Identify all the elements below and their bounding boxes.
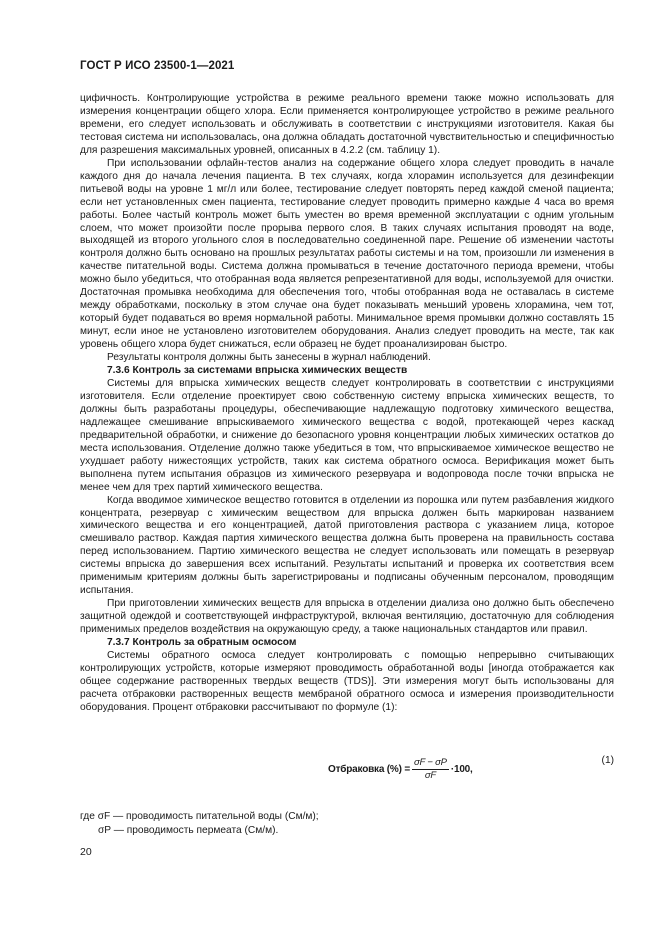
formula-tail: ·100, xyxy=(450,764,473,775)
formula-expression xyxy=(328,757,473,782)
paragraph-offline-tests: При использовании офлайн-тестов анализ на содержание общего хлора следует проводить в начале каждого дня до начала лечения пациента. В тех случаях, когда хлорамин используется для дезинфекции питьевой воды на уровне 1 мг/л или более, тестирование следует повторять перед каждой сменой пациента; если нет установленных смен пациента, тестирование следует проводить примерно каждые 4 часа во время работы. Более частый контроль может быть уместен во время временной эксплуатации с одним угольным слоем, что может произойти после прорыва первого слоя. В таких случаях испытания проводят на воде, выходящей из второго угольного слоя в последовательно соединенной паре. Решение об изменении частоты контроля должно быть основано на прошлых результатах работы системы и на том, произошли ли изменения в качестве питательной воды. Система должна промываться в течение достаточного периода времени, чтобы можно было убедиться, что отобранная вода является репрезентативной для воды, используемой для очистки. Достаточная промывка необходима для обеспечения того, чтобы отобранная вода не оставалась в системе между обработками, поскольку в этом случае она будет показывать меньший уровень хлорамина, чем тот, который будет подаваться во время нормальной работы. Минимальное время промывки должно составлять 15 минут, если иное не установлено изготовителем оборудования. Анализ следует проводить на месте, так как уровень общего хлора будет снижаться, если образец не будет проанализирован быстро. xyxy=(80,157,614,351)
page-number: 20 xyxy=(80,846,92,858)
document-body xyxy=(80,93,614,715)
legend-permeate: σP — проводимость пермеата (См/м). xyxy=(98,825,279,836)
formula-numerator: σF − σP xyxy=(413,757,447,768)
formula-denominator: σF xyxy=(424,770,436,781)
section-heading-7-3-6: 7.3.6 Контроль за системами впрыска химических веществ xyxy=(107,365,408,377)
paragraph-protective-clothing: При приготовлении химических веществ для впрыска в отделении диализа оно должно быть обеспечено защитной одеждой и соответствующей инфраструктурой, включая вентиляцию, достаточную для соблюдения применимых пределов воздействия на окружающую среду, а также национальных стандартов или правил. xyxy=(80,598,614,636)
formula-1 xyxy=(80,755,614,795)
paragraph-results-log: Результаты контроля должны быть занесены в журнал наблюдений. xyxy=(107,352,431,364)
paragraph-continuation: цифичность. Контролирующие устройства в режиме реального времени также можно использовать для измерения концентрации общего хлора. Если применяется контролирующее устройство в режиме реального времени, его следует использовать и обслуживать в соответствии с инструкциями изготовителя. Какая бы тестовая система ни использовалась, она должна обладать достаточной чувствительностью и специфичностью для разрешения максимальных уровней, описанных в 4.2.2 (см. таблицу 1). xyxy=(80,93,614,156)
paragraph-injection-systems: Системы для впрыска химических веществ следует контролировать в соответствии с инструкциями изготовителя. Если отделение проектирует свою собственную систему впрыска химических веществ, то должны быть разработаны процедуры, обеспечивающие надлежащую подготовку химического вещества, надлежащее смешивание впрыскиваемого химического вещества с водой, протекающей через каскад предварительной обработки, и снижение до безопасного уровня концентрации любых химических остатков до места использования. Отделение должно также убедиться в том, что впрыскиваемое химическое вещество не ухудшает работу нижестоящих устройств, таких как система обратного осмоса. Верификация может быть выполнена путем испытания образцов из химического резервуара и водопровода после точки впрыска не менее чем для трех партий химического вещества. xyxy=(80,377,614,493)
formula-fraction xyxy=(412,757,449,782)
document-header: ГОСТ Р ИСО 23500-1—2021 xyxy=(80,60,235,72)
formula-lhs: Отбраковка (%) = xyxy=(328,764,410,775)
section-heading-7-3-7: 7.3.7 Контроль за обратным осмосом xyxy=(107,637,297,649)
formula-number: (1) xyxy=(601,755,614,766)
paragraph-reverse-osmosis: Системы обратного осмоса следует контролировать с помощью непрерывно считывающих контролирующих устройств, которые измеряют проводимость обработанной воды [иногда отображается как общее содержание растворенных твердых веществ (TDS)]. Эти измерения могут быть использованы для расчета отбраковки растворенных веществ мембраной обратного осмоса и измерения производительности оборудования. Процент отбраковки рассчитывают по формуле (1): xyxy=(80,649,614,713)
paragraph-chemical-preparation: Когда вводимое химическое вещество готовится в отделении из порошка или путем разбавления жидкого концентрата, резервуар с химическим веществом для впрыска должен быть маркирован названием химического вещества и его концентрацией, датой приготовления раствора с указанием лица, которое смешивало раствор. Каждая партия химического вещества должна быть проверена на правильность состава перед использованием. Партию химического вещества не следует использовать или помещать в резервуар системы впрыска до завершения всех испытаний. Результаты испытаний и проверка их соответствия всем применимым критериям должны быть зарегистрированы и подписаны обученным персоналом, проводящим испытания. xyxy=(80,494,614,597)
legend-feed-water: где σF — проводимость питательной воды (См/м); xyxy=(80,811,319,822)
formula-legend xyxy=(80,810,614,838)
